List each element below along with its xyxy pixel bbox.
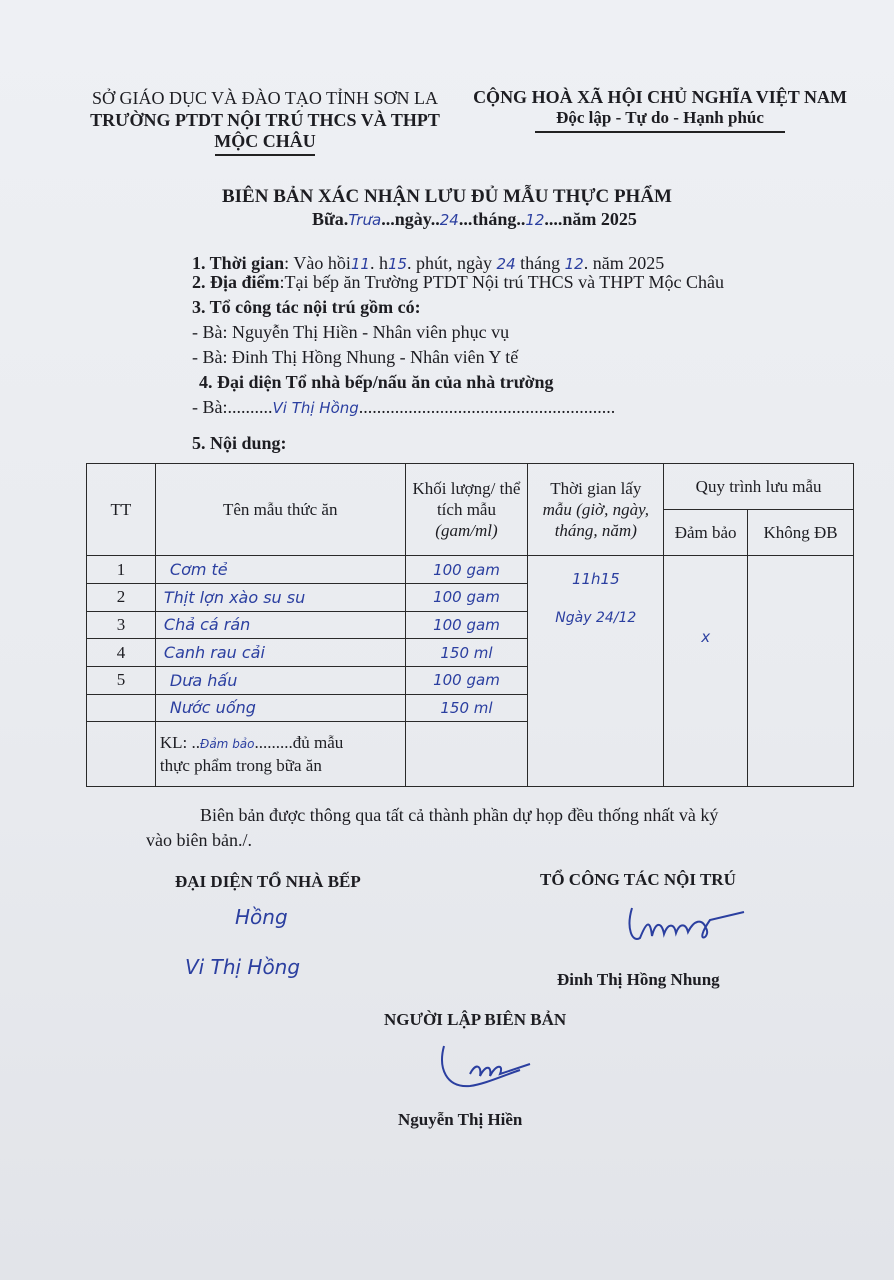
row-2-tt: 2 — [87, 583, 156, 611]
team-signature-title: TỔ CÔNG TÁC NỘI TRÚ — [540, 870, 736, 889]
team-member-2: - Bà: Đinh Thị Hồng Nhung - Nhân viên Y tế — [192, 347, 519, 367]
row-4-food: Canh rau cải — [155, 639, 405, 667]
day-value-handwritten: 24 — [439, 211, 459, 229]
conclusion-value-handwritten: Đảm bảo — [200, 737, 255, 752]
header-sample-time: Thời gian lấy mẫu (giờ, ngày, tháng, năm) — [528, 464, 664, 556]
section-team-label: 3. Tổ công tác nội trú gồm có: — [192, 297, 421, 317]
day-label: ...ngày.. — [381, 209, 440, 229]
sample-time-handwritten: 11h15 — [571, 570, 620, 589]
row-6-tt — [87, 694, 156, 722]
school-name: TRƯỜNG PTDT NỘI TRÚ THCS VÀ THPT — [90, 110, 440, 130]
time-minute-handwritten: 15 — [387, 255, 408, 273]
time-hour-handwritten: 11 — [350, 255, 370, 273]
team-member-1: - Bà: Nguyễn Thị Hiền - Nhân viên phục vụ — [192, 322, 510, 342]
motto: Độc lập - Tự do - Hạnh phúc — [556, 108, 764, 127]
maker-signature-mark — [430, 1040, 550, 1095]
header-food-name: Tên mẫu thức ăn — [155, 464, 405, 556]
conclusion-cell: KL: ..Đảm bảo.........đủ mẫu thực phẩm trong bữa ăn — [155, 722, 405, 787]
row-5-food: Dưa hấu — [155, 666, 405, 694]
section-content-label: 5. Nội dung: — [192, 433, 287, 453]
ok-cell — [664, 556, 748, 787]
time-month-handwritten: 12 — [564, 255, 584, 273]
row-1-amount: 100 gam — [405, 556, 528, 584]
row-4-amount: 150 ml — [405, 639, 528, 667]
row-6-food: Nước uống — [155, 694, 405, 722]
country-name: CỘNG HOÀ XÃ HỘI CHỦ NGHĨA VIỆT NAM — [473, 87, 847, 107]
year-label: ....năm 2025 — [544, 209, 637, 229]
school-location: MỘC CHÂU — [214, 131, 316, 151]
row-6-amount: 150 ml — [405, 694, 528, 722]
header-storage-process: Quy trình lưu mẫu — [664, 464, 854, 510]
header-ok: Đảm bảo — [664, 510, 748, 556]
meal-value-handwritten: Trưa — [348, 211, 382, 229]
row-1-food: Cơm tẻ — [155, 556, 405, 584]
header-tt: TT — [87, 464, 156, 556]
ok-mark-handwritten: x — [701, 628, 711, 647]
not-ok-cell — [748, 556, 854, 787]
closing-line-1: Biên bản được thông qua tất cả thành phần dự họp đều thống nhất và ký — [200, 805, 719, 825]
row-5-amount: 100 gam — [405, 666, 528, 694]
title-date-line — [312, 209, 637, 230]
kitchen-name-handwritten: Vi Thị Hồng — [185, 955, 301, 979]
kitchen-signature-title: ĐẠI DIỆN TỔ NHÀ BẾP — [175, 872, 361, 891]
header-left-underline — [215, 154, 315, 156]
month-value-handwritten: 12 — [525, 211, 545, 229]
section-time: 1. Thời gian: Vào hồi11. h15. phút, ngày 24 tháng 12. năm 2025 — [192, 253, 665, 273]
month-label: ...tháng.. — [458, 209, 526, 229]
row-1-tt: 1 — [87, 556, 156, 584]
row-3-food: Chả cá rán — [155, 611, 405, 639]
section-location: 2. Địa điểm:Tại bếp ăn Trường PTDT Nội trú THCS và THPT Mộc Châu — [192, 272, 724, 292]
maker-signature-title: NGƯỜI LẬP BIÊN BẢN — [384, 1010, 567, 1029]
kitchen-signature-handwritten: Hồng — [235, 905, 288, 929]
document-title: BIÊN BẢN XÁC NHẬN LƯU ĐỦ MẪU THỰC PHẨM — [221, 186, 672, 207]
kitchen-representative: - Bà:..........Vi Thị Hồng......................................................... — [192, 397, 616, 417]
row-2-amount: 100 gam — [405, 583, 528, 611]
agency-name: SỞ GIÁO DỤC VÀ ĐÀO TẠO TỈNH SƠN LA — [91, 88, 438, 108]
section-time-label: 1. Thời gian — [192, 253, 285, 273]
row-3-tt: 3 — [87, 611, 156, 639]
row-2-food: Thịt lợn xào su su — [155, 583, 405, 611]
row-3-amount: 100 gam — [405, 611, 528, 639]
section-kitchen-label: 4. Đại diện Tổ nhà bếp/nấu ăn của nhà trường — [199, 372, 554, 392]
header-weight: Khối lượng/ thể tích mẫu (gam/ml) — [405, 464, 528, 556]
header-not-ok: Không ĐB — [748, 510, 854, 556]
time-day-handwritten: 24 — [496, 255, 516, 273]
team-signature-mark — [622, 898, 752, 953]
maker-signer-name: Nguyễn Thị Hiền — [398, 1110, 523, 1129]
food-sample-table — [86, 463, 854, 787]
row-5-tt: 5 — [87, 666, 156, 694]
conclusion-tt — [87, 722, 156, 787]
section-location-label: 2. Địa điểm — [192, 272, 280, 292]
meal-label: Bữa. — [312, 209, 349, 229]
sample-date-handwritten: Ngày 24/12 — [555, 610, 637, 627]
header-right-underline — [535, 131, 785, 133]
closing-line-2: vào biên bản./. — [146, 830, 252, 850]
sample-time-cell — [528, 556, 664, 787]
kitchen-rep-name-handwritten: Vi Thị Hồng — [272, 399, 359, 417]
team-signer-name: Đinh Thị Hồng Nhung — [557, 970, 720, 989]
conclusion-amount — [405, 722, 528, 787]
row-4-tt: 4 — [87, 639, 156, 667]
